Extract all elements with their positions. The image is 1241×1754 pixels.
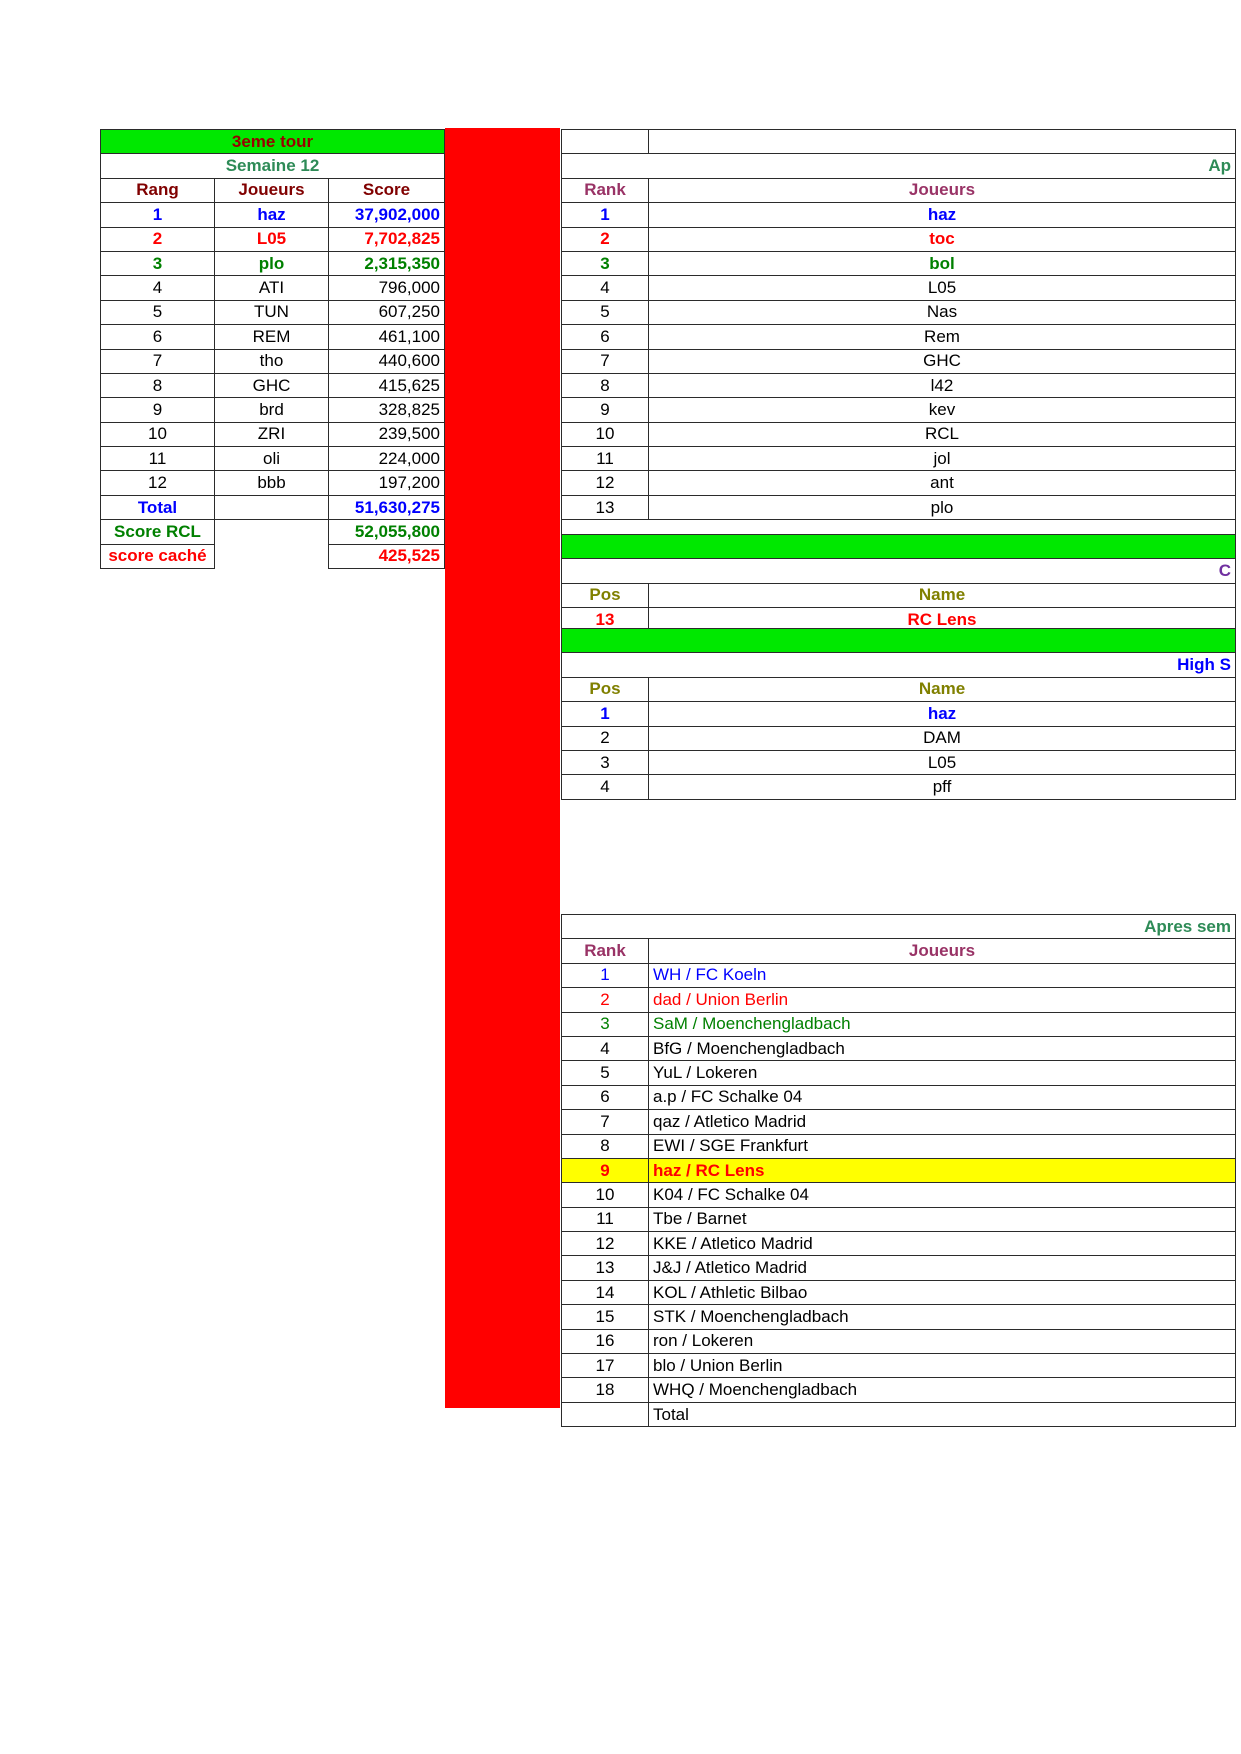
rank-cell: 9 bbox=[101, 398, 215, 422]
left-scoreboard-table bbox=[100, 129, 445, 569]
player-cell: WH / FC Koeln bbox=[649, 963, 1236, 987]
table-row bbox=[562, 422, 1236, 446]
player-cell: qaz / Atletico Madrid bbox=[649, 1110, 1236, 1134]
hs-green-band-row bbox=[562, 629, 1236, 653]
high-score-table bbox=[561, 628, 1236, 800]
red-column-band bbox=[445, 128, 560, 1408]
player-cell: plo bbox=[215, 251, 329, 275]
player-cell: toc bbox=[649, 227, 1236, 251]
rank-cell: 12 bbox=[562, 471, 649, 495]
table-row bbox=[101, 373, 445, 397]
table-row bbox=[562, 1280, 1236, 1304]
rank-cell: 6 bbox=[101, 325, 215, 349]
table-row bbox=[101, 300, 445, 324]
score-cache-spacer bbox=[215, 544, 329, 568]
left-subtitle: Semaine 12 bbox=[101, 154, 445, 178]
hs-green-band bbox=[562, 629, 1236, 653]
rank-cell: 1 bbox=[562, 963, 649, 987]
player-cell: blo / Union Berlin bbox=[649, 1354, 1236, 1378]
rank-cell: 3 bbox=[562, 1012, 649, 1036]
player-cell: BfG / Moenchengladbach bbox=[649, 1036, 1236, 1060]
score-cache-value: 425,525 bbox=[329, 544, 445, 568]
rank-cell: 13 bbox=[562, 495, 649, 519]
player-cell: ron / Lokeren bbox=[649, 1329, 1236, 1353]
blank-cell bbox=[562, 130, 649, 154]
header-rank: Rank bbox=[562, 178, 649, 202]
header-joueurs: Joueurs bbox=[215, 178, 329, 202]
rank-cell: 8 bbox=[562, 1134, 649, 1158]
player-cell: l42 bbox=[649, 373, 1236, 397]
rank-cell: 5 bbox=[101, 300, 215, 324]
player-cell: bol bbox=[649, 251, 1236, 275]
summary-row-total bbox=[101, 495, 445, 519]
player-cell: TUN bbox=[215, 300, 329, 324]
score-cell: 239,500 bbox=[329, 422, 445, 446]
bottom-right-table bbox=[561, 866, 1236, 1427]
table-row bbox=[562, 775, 1236, 799]
rank-cell: 2 bbox=[562, 227, 649, 251]
player-cell: REM bbox=[215, 325, 329, 349]
table-row bbox=[562, 963, 1236, 987]
table-row bbox=[101, 422, 445, 446]
player-cell: bbb bbox=[215, 471, 329, 495]
table-row bbox=[562, 373, 1236, 397]
right-top-ranking-panel bbox=[561, 129, 1241, 545]
header-joueurs: Joueurs bbox=[649, 178, 1236, 202]
player-cell: GHC bbox=[649, 349, 1236, 373]
hs-band-row bbox=[562, 653, 1236, 677]
blank-cell bbox=[649, 130, 1236, 154]
score-rcl-label: Score RCL bbox=[101, 520, 215, 544]
table-row bbox=[562, 227, 1236, 251]
table-row bbox=[562, 988, 1236, 1012]
high-score-panel bbox=[561, 628, 1241, 800]
header-name: Name bbox=[649, 583, 1236, 607]
bottom-total-row bbox=[562, 1402, 1236, 1426]
summary-row-score-rcl bbox=[101, 520, 445, 544]
score-cell: 197,200 bbox=[329, 471, 445, 495]
player-cell: oli bbox=[215, 447, 329, 471]
table-row bbox=[101, 398, 445, 422]
rank-cell: 7 bbox=[562, 349, 649, 373]
left-title-row bbox=[101, 130, 445, 154]
name-cell: pff bbox=[649, 775, 1236, 799]
rank-cell: 4 bbox=[562, 1036, 649, 1060]
player-cell: L05 bbox=[215, 227, 329, 251]
table-row bbox=[562, 1256, 1236, 1280]
score-cell: 415,625 bbox=[329, 373, 445, 397]
bottom-band-row bbox=[562, 915, 1236, 939]
player-cell: haz bbox=[215, 203, 329, 227]
player-cell: STK / Moenchengladbach bbox=[649, 1305, 1236, 1329]
table-row bbox=[562, 251, 1236, 275]
player-cell: ZRI bbox=[215, 422, 329, 446]
total-label: Total bbox=[649, 1402, 1236, 1426]
rank-cell: 7 bbox=[101, 349, 215, 373]
player-cell: KOL / Athletic Bilbao bbox=[649, 1280, 1236, 1304]
player-cell: KKE / Atletico Madrid bbox=[649, 1232, 1236, 1256]
rank-cell: 9 bbox=[562, 1158, 649, 1182]
rank-cell: 6 bbox=[562, 325, 649, 349]
table-row bbox=[562, 276, 1236, 300]
table-row bbox=[562, 1329, 1236, 1353]
header-rank: Rank bbox=[562, 939, 649, 963]
table-row bbox=[562, 750, 1236, 774]
table-row bbox=[101, 325, 445, 349]
bottom-header-row bbox=[562, 939, 1236, 963]
rank-cell: 3 bbox=[562, 251, 649, 275]
pos-cell: 4 bbox=[562, 775, 649, 799]
table-row bbox=[562, 1012, 1236, 1036]
classement-green-band-row bbox=[562, 535, 1236, 559]
player-cell: J&J / Atletico Madrid bbox=[649, 1256, 1236, 1280]
score-cell: 224,000 bbox=[329, 447, 445, 471]
player-cell: Nas bbox=[649, 300, 1236, 324]
table-row bbox=[562, 300, 1236, 324]
rank-cell: 10 bbox=[101, 422, 215, 446]
table-row bbox=[562, 398, 1236, 422]
rank-cell: 10 bbox=[562, 422, 649, 446]
classement-panel bbox=[561, 534, 1241, 633]
rank-cell: 11 bbox=[562, 1207, 649, 1231]
player-cell: brd bbox=[215, 398, 329, 422]
total-label: Total bbox=[101, 495, 215, 519]
table-row bbox=[562, 1232, 1236, 1256]
pos-cell: 13 bbox=[562, 608, 649, 632]
player-cell: haz / RC Lens bbox=[649, 1158, 1236, 1182]
score-rcl-spacer bbox=[215, 520, 329, 544]
player-cell: GHC bbox=[215, 373, 329, 397]
table-row bbox=[562, 1378, 1236, 1402]
rank-cell: 8 bbox=[562, 373, 649, 397]
player-cell: ATI bbox=[215, 276, 329, 300]
table-row bbox=[562, 1036, 1236, 1060]
rank-cell: 8 bbox=[101, 373, 215, 397]
table-row bbox=[562, 471, 1236, 495]
score-cell: 7,702,825 bbox=[329, 227, 445, 251]
header-joueurs: Joueurs bbox=[649, 939, 1236, 963]
player-cell: K04 / FC Schalke 04 bbox=[649, 1183, 1236, 1207]
header-name: Name bbox=[649, 677, 1236, 701]
player-cell: YuL / Lokeren bbox=[649, 1061, 1236, 1085]
rank-cell: 15 bbox=[562, 1305, 649, 1329]
table-row bbox=[562, 1183, 1236, 1207]
score-cell: 2,315,350 bbox=[329, 251, 445, 275]
score-cell: 796,000 bbox=[329, 276, 445, 300]
rank-cell: 5 bbox=[562, 300, 649, 324]
header-pos: Pos bbox=[562, 677, 649, 701]
table-row bbox=[562, 203, 1236, 227]
total-spacer bbox=[215, 495, 329, 519]
player-cell: EWI / SGE Frankfurt bbox=[649, 1134, 1236, 1158]
rank-cell: 12 bbox=[562, 1232, 649, 1256]
left-header-row bbox=[101, 178, 445, 202]
player-cell: tho bbox=[215, 349, 329, 373]
score-cell: 461,100 bbox=[329, 325, 445, 349]
score-cell: 37,902,000 bbox=[329, 203, 445, 227]
table-row bbox=[562, 1134, 1236, 1158]
rank-cell: 1 bbox=[562, 203, 649, 227]
classement-band-row bbox=[562, 559, 1236, 583]
table-row bbox=[562, 447, 1236, 471]
name-cell: L05 bbox=[649, 750, 1236, 774]
player-cell: a.p / FC Schalke 04 bbox=[649, 1085, 1236, 1109]
table-row bbox=[101, 203, 445, 227]
classement-band-title: C bbox=[562, 559, 1236, 583]
pos-cell: 1 bbox=[562, 702, 649, 726]
player-cell: plo bbox=[649, 495, 1236, 519]
rank-cell: 10 bbox=[562, 1183, 649, 1207]
player-cell: ant bbox=[649, 471, 1236, 495]
score-rcl-value: 52,055,800 bbox=[329, 520, 445, 544]
table-row bbox=[562, 1207, 1236, 1231]
table-row bbox=[562, 1110, 1236, 1134]
rank-cell: 13 bbox=[562, 1256, 649, 1280]
rank-cell: 17 bbox=[562, 1354, 649, 1378]
player-cell: Rem bbox=[649, 325, 1236, 349]
table-row bbox=[101, 471, 445, 495]
hs-header-row bbox=[562, 677, 1236, 701]
apres-semaine-panel bbox=[561, 866, 1241, 1427]
table-row bbox=[562, 495, 1236, 519]
bottom-band-title: Apres sem bbox=[562, 915, 1236, 939]
table-row bbox=[562, 325, 1236, 349]
rank-cell: 12 bbox=[101, 471, 215, 495]
table-row bbox=[562, 726, 1236, 750]
pos-cell: 3 bbox=[562, 750, 649, 774]
classement-header-row bbox=[562, 583, 1236, 607]
total-value: 51,630,275 bbox=[329, 495, 445, 519]
table-row bbox=[101, 349, 445, 373]
score-cache-label: score caché bbox=[101, 544, 215, 568]
right-top-header-row bbox=[562, 178, 1236, 202]
table-row bbox=[101, 276, 445, 300]
rank-cell: 9 bbox=[562, 398, 649, 422]
header-pos: Pos bbox=[562, 583, 649, 607]
name-cell: haz bbox=[649, 702, 1236, 726]
score-cell: 440,600 bbox=[329, 349, 445, 373]
left-title: 3eme tour bbox=[101, 130, 445, 154]
summary-row-score-cache bbox=[101, 544, 445, 568]
total-spacer bbox=[562, 1402, 649, 1426]
table-row bbox=[562, 1085, 1236, 1109]
rank-cell: 2 bbox=[101, 227, 215, 251]
table-row bbox=[562, 1305, 1236, 1329]
score-cell: 328,825 bbox=[329, 398, 445, 422]
table-row bbox=[562, 702, 1236, 726]
player-cell: SaM / Moenchengladbach bbox=[649, 1012, 1236, 1036]
right-top-band-row bbox=[562, 154, 1236, 178]
rank-cell: 2 bbox=[562, 988, 649, 1012]
right-top-blank-row bbox=[562, 130, 1236, 154]
rank-cell: 11 bbox=[101, 447, 215, 471]
score-cell: 607,250 bbox=[329, 300, 445, 324]
table-row bbox=[101, 447, 445, 471]
pos-cell: 2 bbox=[562, 726, 649, 750]
player-cell: Tbe / Barnet bbox=[649, 1207, 1236, 1231]
player-cell: RCL bbox=[649, 422, 1236, 446]
right-top-band-title: Ap bbox=[562, 154, 1236, 178]
rank-cell: 16 bbox=[562, 1329, 649, 1353]
classement-table bbox=[561, 534, 1236, 633]
left-subtitle-row bbox=[101, 154, 445, 178]
header-score: Score bbox=[329, 178, 445, 202]
player-cell: haz bbox=[649, 203, 1236, 227]
player-cell: WHQ / Moenchengladbach bbox=[649, 1378, 1236, 1402]
name-cell: RC Lens bbox=[649, 608, 1236, 632]
blank-spacer bbox=[562, 866, 1236, 915]
rank-cell: 18 bbox=[562, 1378, 649, 1402]
rank-cell: 6 bbox=[562, 1085, 649, 1109]
table-row bbox=[101, 251, 445, 275]
header-rang: Rang bbox=[101, 178, 215, 202]
rank-cell: 11 bbox=[562, 447, 649, 471]
table-row bbox=[101, 227, 445, 251]
rank-cell: 14 bbox=[562, 1280, 649, 1304]
rank-cell: 4 bbox=[562, 276, 649, 300]
player-cell: L05 bbox=[649, 276, 1236, 300]
rank-cell: 7 bbox=[562, 1110, 649, 1134]
name-cell: DAM bbox=[649, 726, 1236, 750]
table-row bbox=[562, 349, 1236, 373]
player-cell: jol bbox=[649, 447, 1236, 471]
player-cell: dad / Union Berlin bbox=[649, 988, 1236, 1012]
rank-cell: 5 bbox=[562, 1061, 649, 1085]
classement-green-band bbox=[562, 535, 1236, 559]
table-row-highlighted bbox=[562, 1158, 1236, 1182]
right-top-table bbox=[561, 129, 1236, 545]
rank-cell: 3 bbox=[101, 251, 215, 275]
player-cell: kev bbox=[649, 398, 1236, 422]
rank-cell: 1 bbox=[101, 203, 215, 227]
high-score-band-title: High S bbox=[562, 653, 1236, 677]
table-row bbox=[562, 1061, 1236, 1085]
bottom-tall-blank-row bbox=[562, 866, 1236, 915]
table-row bbox=[562, 1354, 1236, 1378]
rank-cell: 4 bbox=[101, 276, 215, 300]
